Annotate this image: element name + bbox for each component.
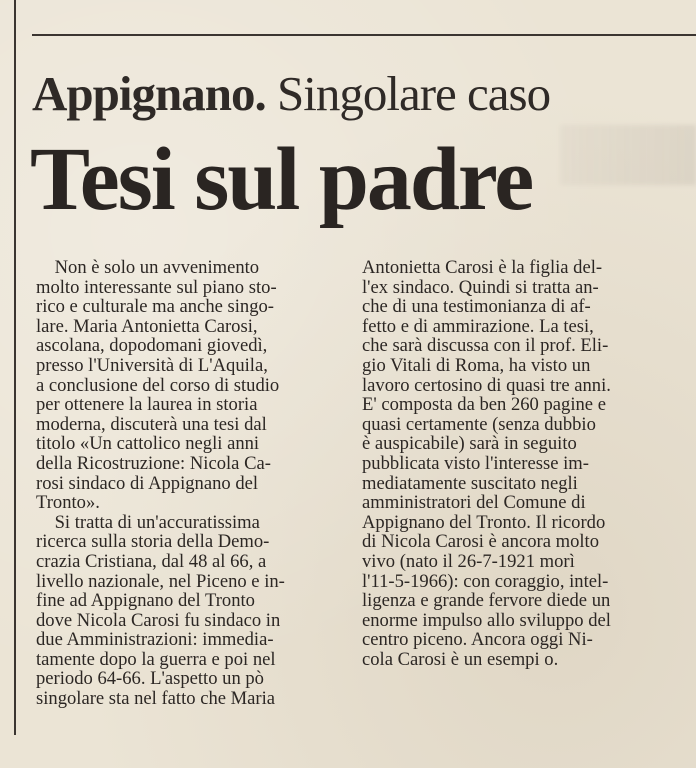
text-line: amministratori del Comune di (362, 492, 586, 514)
column-rule-horizontal (32, 34, 696, 36)
text-line: tamente dopo la guerra e poi nel (36, 648, 276, 670)
text-line: ascolana, dopodomani giovedì, (36, 335, 268, 357)
text-line: titolo «Un cattolico negli anni (36, 433, 260, 455)
bleed-through-shadow (560, 125, 696, 185)
article-kicker (32, 66, 550, 122)
text-line: ricerca sulla storia della Demo- (36, 531, 270, 553)
kicker-subtitle: Singolare caso (265, 66, 551, 121)
text-line: crazia Cristiana, dal 48 al 66, a (36, 550, 267, 572)
text-line: per ottenere la laurea in storia (36, 394, 258, 416)
text-line: gio Vitali di Roma, ha visto un (362, 354, 591, 376)
article-headline: Tesi sul padre (30, 130, 533, 229)
text-line: livello nazionale, nel Piceno e in- (36, 570, 285, 592)
text-line: ligenza e grande fervore diede un (362, 590, 611, 612)
text-line: mediatamente suscitato negli (362, 472, 578, 494)
text-line: lavoro certosino di quasi tre anni. (362, 374, 611, 396)
text-line: di Nicola Carosi è ancora molto (362, 531, 599, 553)
text-line: l'11-5-1966): con coraggio, intel- (362, 570, 609, 592)
text-line: dove Nicola Carosi fu sindaco in (36, 609, 281, 631)
text-line: vivo (nato il 26-7-1921 morì (362, 550, 575, 572)
text-line: pubblicata visto l'interesse im- (362, 452, 589, 474)
text-line: moderna, discuterà una tesi dal (36, 413, 267, 435)
text-line: rico e culturale ma anche singo- (36, 296, 274, 318)
text-line: lare. Maria Antonietta Carosi, (36, 315, 258, 337)
text-line: molto interessante sul piano sto- (36, 276, 277, 298)
text-line: Non è solo un avvenimento (36, 257, 260, 278)
article-column-right (362, 258, 692, 669)
text-line: Si tratta di un'accuratissima (36, 511, 260, 533)
text-line: Appignano del Tronto. Il ricordo (362, 511, 606, 533)
text-line: cola Carosi è un esempi o. (362, 648, 559, 670)
column-rule-vertical (14, 0, 16, 735)
text-line: presso l'Università di L'Aquila, (36, 354, 268, 376)
text-line: l'ex sindaco. Quindi si tratta an- (362, 276, 599, 298)
text-line: quasi certamente (senza dubbio (362, 413, 596, 435)
article-column-left (36, 258, 336, 709)
text-line: periodo 64-66. L'aspetto un pò (36, 668, 264, 690)
text-line: centro piceno. Ancora oggi Ni- (362, 629, 593, 651)
text-line: a conclusione del corso di studio (36, 374, 280, 396)
text-line: fine ad Appignano del Tronto (36, 590, 255, 612)
text-line: che sarà discussa con il prof. Eli- (362, 335, 609, 357)
text-line: due Amministrazioni: immedia- (36, 629, 274, 651)
text-line: che di una testimonianza di af- (362, 296, 591, 318)
text-line: singolare sta nel fatto che Maria (36, 688, 276, 710)
text-line: fetto e di ammirazione. La tesi, (362, 315, 594, 337)
text-line: della Ricostruzione: Nicola Ca- (36, 452, 271, 474)
text-line: rosi sindaco di Appignano del (36, 472, 259, 494)
text-line: E' composta da ben 260 pagine e (362, 394, 606, 416)
text-line: Tronto». (36, 492, 100, 514)
text-line: è auspicabile) sarà in seguito (362, 433, 577, 455)
text-line: enorme impulso allo sviluppo del (362, 609, 611, 631)
kicker-place: Appignano. (32, 66, 266, 121)
text-line: Antonietta Carosi è la figlia del- (362, 257, 603, 278)
